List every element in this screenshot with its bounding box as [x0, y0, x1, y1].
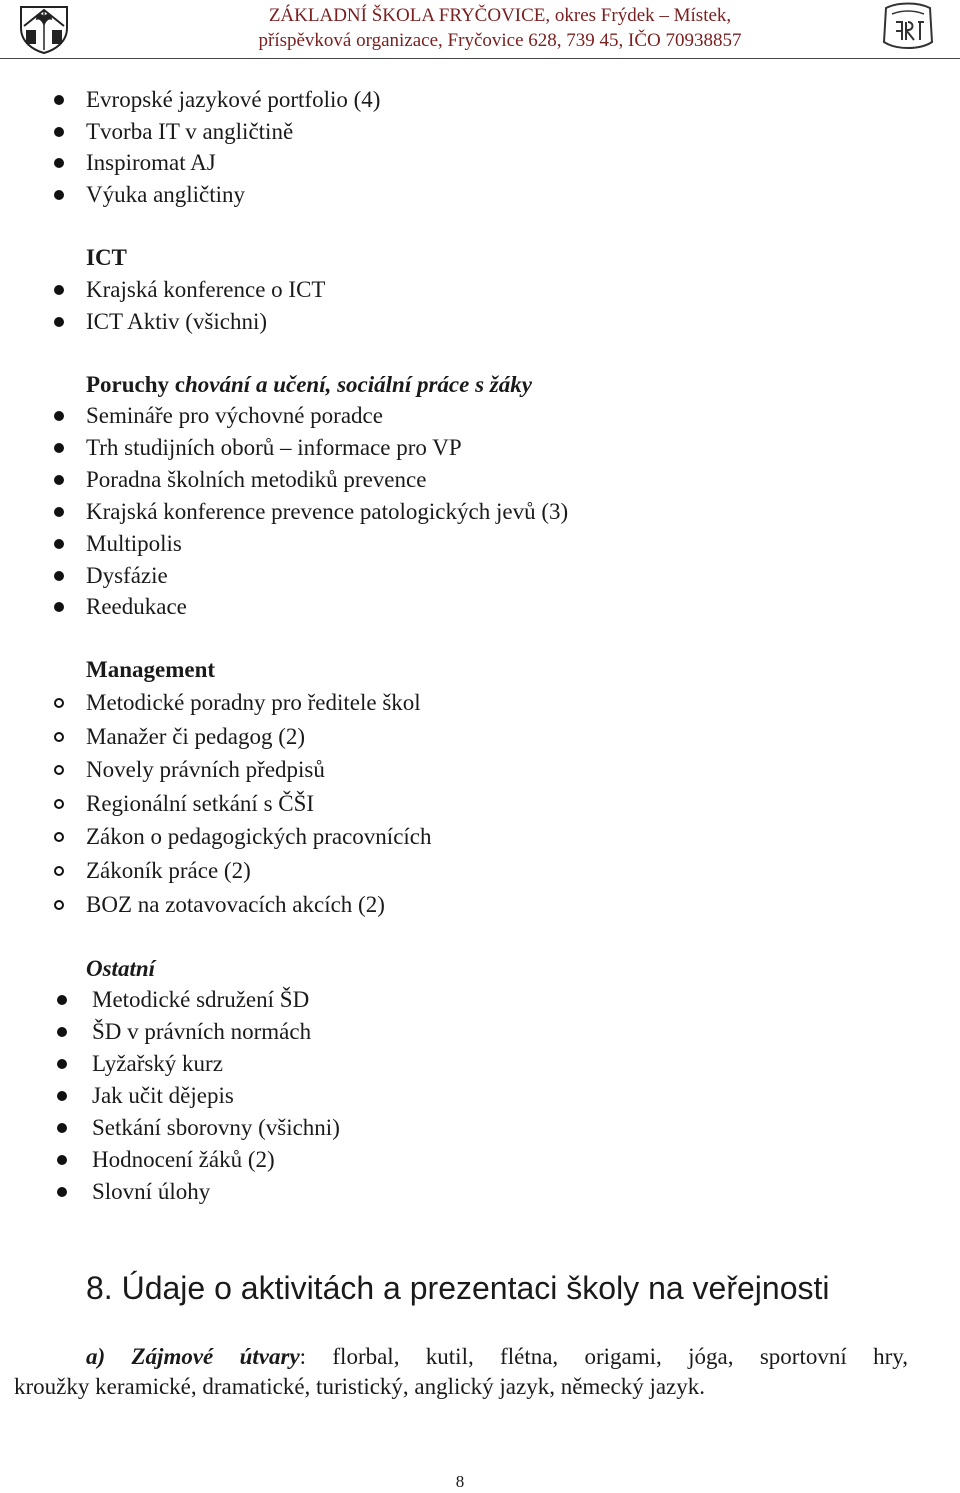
list-item: Dysfázie	[86, 563, 168, 588]
bullet-icon	[54, 866, 64, 876]
list-item: Zákoník práce (2)	[86, 858, 251, 883]
bullet-icon	[57, 1027, 67, 1037]
heading-part-italic: hování a učení, sociální práce s žáky	[185, 372, 532, 397]
list-item: Setkání sborovny (všichni)	[92, 1115, 340, 1140]
list-item: Reedukace	[86, 594, 187, 619]
bullet-icon	[54, 900, 64, 910]
bullet-icon	[54, 190, 64, 200]
list-item: Jak učit dějepis	[92, 1083, 234, 1108]
list-item: Manažer či pedagog (2)	[86, 724, 306, 749]
page-header	[0, 0, 960, 59]
list-item: Evropské jazykové portfolio (4)	[86, 87, 381, 112]
list-item: Trh studijních oborů – informace pro VP	[86, 435, 462, 460]
section-heading-ict: ICT	[86, 245, 127, 270]
bullet-icon	[57, 1059, 67, 1069]
bullet-icon	[54, 539, 64, 549]
bullet-icon	[57, 1187, 67, 1197]
bullet-icon	[54, 158, 64, 168]
bullet-icon	[54, 602, 64, 612]
list-item: BOZ na zotavovacích akcích (2)	[86, 892, 385, 917]
bullet-icon	[54, 799, 64, 809]
list-item: Hodnocení žáků (2)	[92, 1147, 275, 1172]
list-item: ŠD v právních normách	[92, 1019, 312, 1044]
bullet-icon	[54, 507, 64, 517]
bullet-icon	[54, 732, 64, 742]
paragraph-line-2: kroužky keramické, dramatické, turistický, anglický jazyk, německý jazyk.	[14, 1374, 706, 1399]
bullet-icon	[57, 1091, 67, 1101]
list-item: Zákon o pedagogických pracovnících	[86, 824, 432, 849]
list-item: Regionální setkání s ČŠI	[86, 791, 315, 816]
list-item: Multipolis	[86, 531, 182, 556]
list-item: Metodické poradny pro ředitele škol	[86, 690, 421, 715]
list-item: ICT Aktiv (všichni)	[86, 309, 268, 334]
school-address-line2: příspěvková organizace, Fryčovice 628, 739 45, IČO 70938857	[258, 30, 742, 51]
bullet-icon	[57, 1155, 67, 1165]
bullet-icon	[54, 411, 64, 421]
bullet-icon	[54, 832, 64, 842]
list-item: Výuka angličtiny	[86, 182, 246, 207]
list-item: Slovní úlohy	[92, 1179, 211, 1204]
bullet-icon	[54, 285, 64, 295]
page-number: 8	[455, 1472, 465, 1491]
bullet-icon	[54, 571, 64, 581]
list-item: Poradna školních metodiků prevence	[86, 467, 427, 492]
heading-part-normal: Poruchy c	[86, 372, 186, 397]
section-heading-behaviour	[86, 371, 532, 399]
section-heading-management: Management	[86, 657, 216, 682]
list-item: Semináře pro výchovné poradce	[86, 403, 383, 428]
list-item: Metodické sdružení ŠD	[92, 987, 310, 1012]
bullet-icon	[57, 1123, 67, 1133]
list-item: Lyžařský kurz	[92, 1051, 223, 1076]
school-name	[150, 3, 850, 53]
paragraph-lead: a) Zájmové útvary	[86, 1344, 300, 1369]
list-item: Inspiromat AJ	[86, 150, 216, 175]
bullet-icon	[54, 127, 64, 137]
paragraph-line-1	[14, 1342, 908, 1372]
school-name-line1: ZÁKLADNÍ ŠKOLA FRYČOVICE, okres Frýdek – Místek,	[268, 5, 732, 26]
bullet-icon	[54, 317, 64, 327]
list-item: Krajská konference prevence patologických jevů (3)	[86, 499, 569, 524]
school-crest-icon	[18, 4, 70, 54]
list-item: Tvorba IT v angličtině	[86, 119, 294, 144]
bullet-icon	[54, 698, 64, 708]
bullet-icon	[54, 475, 64, 485]
bullet-icon	[54, 443, 64, 453]
paragraph-text-1: : florbal, kutil, flétna, origami, jóga, sportovní hry,	[299, 1344, 908, 1369]
section-heading-other: Ostatní	[86, 956, 156, 981]
bullet-icon	[54, 95, 64, 105]
list-item: Novely právních předpisů	[86, 757, 325, 782]
bullet-icon	[57, 995, 67, 1005]
bullet-icon	[54, 765, 64, 775]
school-logo-icon	[878, 2, 938, 54]
paragraph	[14, 1342, 908, 1402]
list-item: Krajská konference o ICT	[86, 277, 326, 302]
section-title: 8. Údaje o aktivitách a prezentaci školy na veřejnosti	[86, 1270, 830, 1306]
